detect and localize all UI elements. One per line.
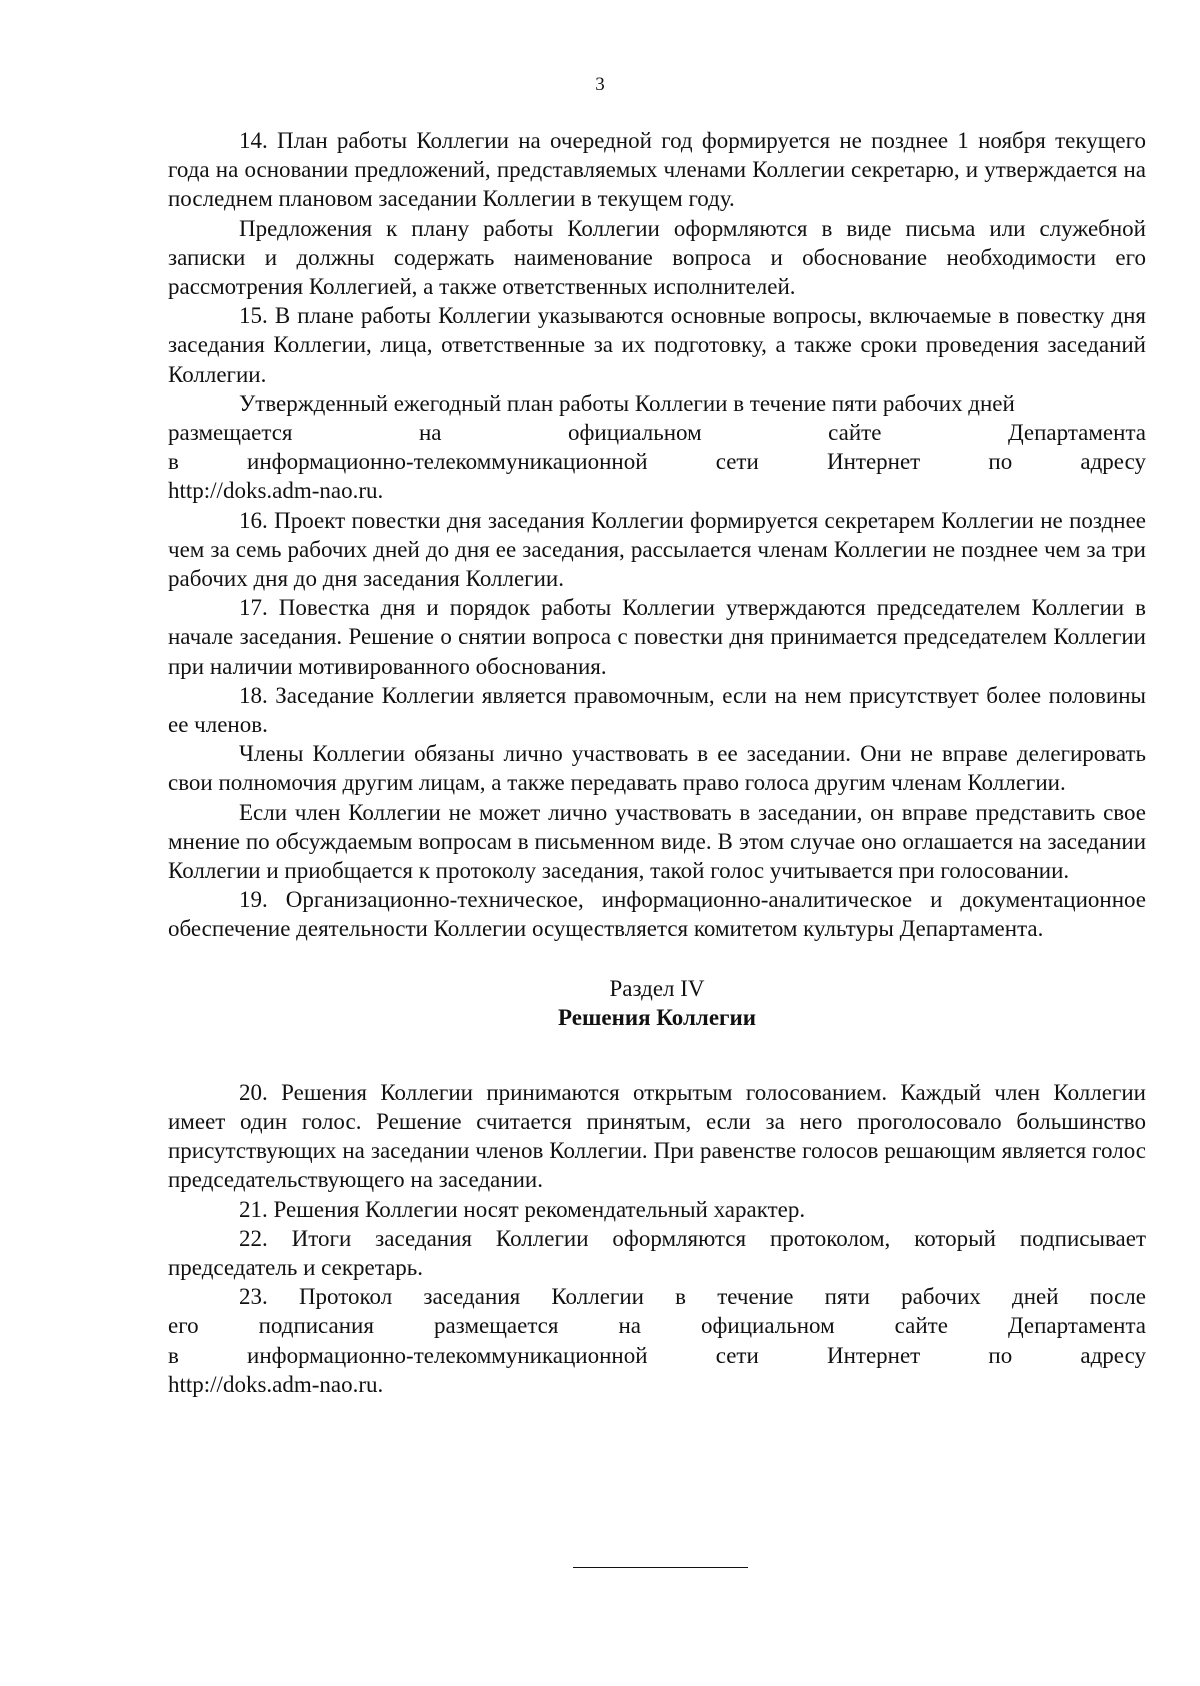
paragraph-22: 22. Итоги заседания Коллегии оформляются протоколом, который подписывает председатель и секретарь. (168, 1225, 1146, 1280)
paragraph-14-proposals: Предложения к плану работы Коллегии оформляются в виде письма или служебной записки и должны содержать наименование вопроса и обоснование необходимости его рассмотрения Коллегией, а также ответственных исполнителей. (168, 215, 1146, 300)
paragraph-17: 17. Повестка дня и порядок работы Коллегии утверждаются председателем Коллегии в начале заседания. Решение о снятии вопроса с повестки дня принимается председателем Коллегии при наличии мотивированного обоснования. (168, 595, 1146, 679)
end-divider (573, 1567, 748, 1568)
page-number: 3 (595, 74, 605, 95)
plan-publication-url: http://doks.adm-nao.ru. (168, 478, 384, 504)
protocol-publication-line-1: 23. Протокол заседания Коллегии в течение пяти рабочих дней после (239, 1284, 1146, 1310)
paragraph-15: 15. В плане работы Коллегии указываются основные вопросы, включаемые в повестку дня заседания Коллегии, лица, ответственные за их подготовку, а также сроки проведения заседаний Коллегии. (168, 303, 1146, 387)
paragraph-15-publication (168, 389, 1146, 506)
paragraph-19: 19. Организационно-техническое, информационно-аналитическое и документационное обеспечение деятельности Коллегии осуществляется комитетом культуры Департамента. (168, 887, 1146, 942)
protocol-publication-line-2: его подписания размещается на официальном сайте Департамента (168, 1313, 1146, 1339)
paragraph-20: 20. Решения Коллегии принимаются открытым голосованием. Каждый член Коллегии имеет один голос. Решение считается принятым, если за него проголосовало большинство присутствующих на заседании членов Коллегии. При равенстве голосов решающим является голос председательствующего на заседании. (168, 1079, 1146, 1193)
plan-publication-line-1: Утвержденный ежегодный план работы Коллегии в течение пяти рабочих дней (239, 390, 1015, 416)
protocol-publication-line-3: в информационно-телекоммуникационной сети Интернет по адресу (168, 1342, 1146, 1368)
paragraph-16: 16. Проект повестки дня заседания Коллегии формируется секретарем Коллегии не позднее чем за семь рабочих дней до дня ее заседания, рассылается членам Коллегии не позднее чем за три рабочих дня до дня заседания Коллегии. (168, 507, 1146, 592)
section-title: Решения Коллегии (558, 1004, 756, 1030)
paragraph-14: 14. План работы Коллегии на очередной год формируется не позднее 1 ноября текущего года на основании предложений, представляемых членами Коллегии секретарю, и утверждается на последнем плановом заседании Коллегии в текущем году. (168, 128, 1146, 212)
section-number: Раздел IV (609, 975, 705, 1001)
section-heading (168, 974, 1146, 1032)
paragraph-23 (168, 1282, 1146, 1399)
plan-publication-line-3: в информационно-телекоммуникационной сети Интернет по адресу (168, 449, 1146, 475)
protocol-publication-url: http://doks.adm-nao.ru. (168, 1371, 384, 1397)
paragraph-18-written-opinion: Если член Коллегии не может лично участвовать в заседании, он вправе представить свое мнение по обсуждаемым вопросам в письменном виде. В этом случае оно оглашается на заседании Коллегии и приобщается к протоколу заседания, такой голос учитывается при голосовании. (168, 799, 1146, 884)
plan-publication-line-2: размещается на официальном сайте Департамента (168, 420, 1146, 446)
paragraph-18-members: Члены Коллегии обязаны лично участвовать в ее заседании. Они не вправе делегировать свои полномочия другим лицам, а также передавать право голоса другим членам Коллегии. (168, 741, 1146, 796)
document-body (168, 126, 1146, 1399)
paragraph-21: 21. Решения Коллегии носят рекомендательный характер. (239, 1196, 806, 1222)
paragraph-18: 18. Заседание Коллегии является правомочным, если на нем присутствует более половины ее членов. (168, 682, 1146, 738)
